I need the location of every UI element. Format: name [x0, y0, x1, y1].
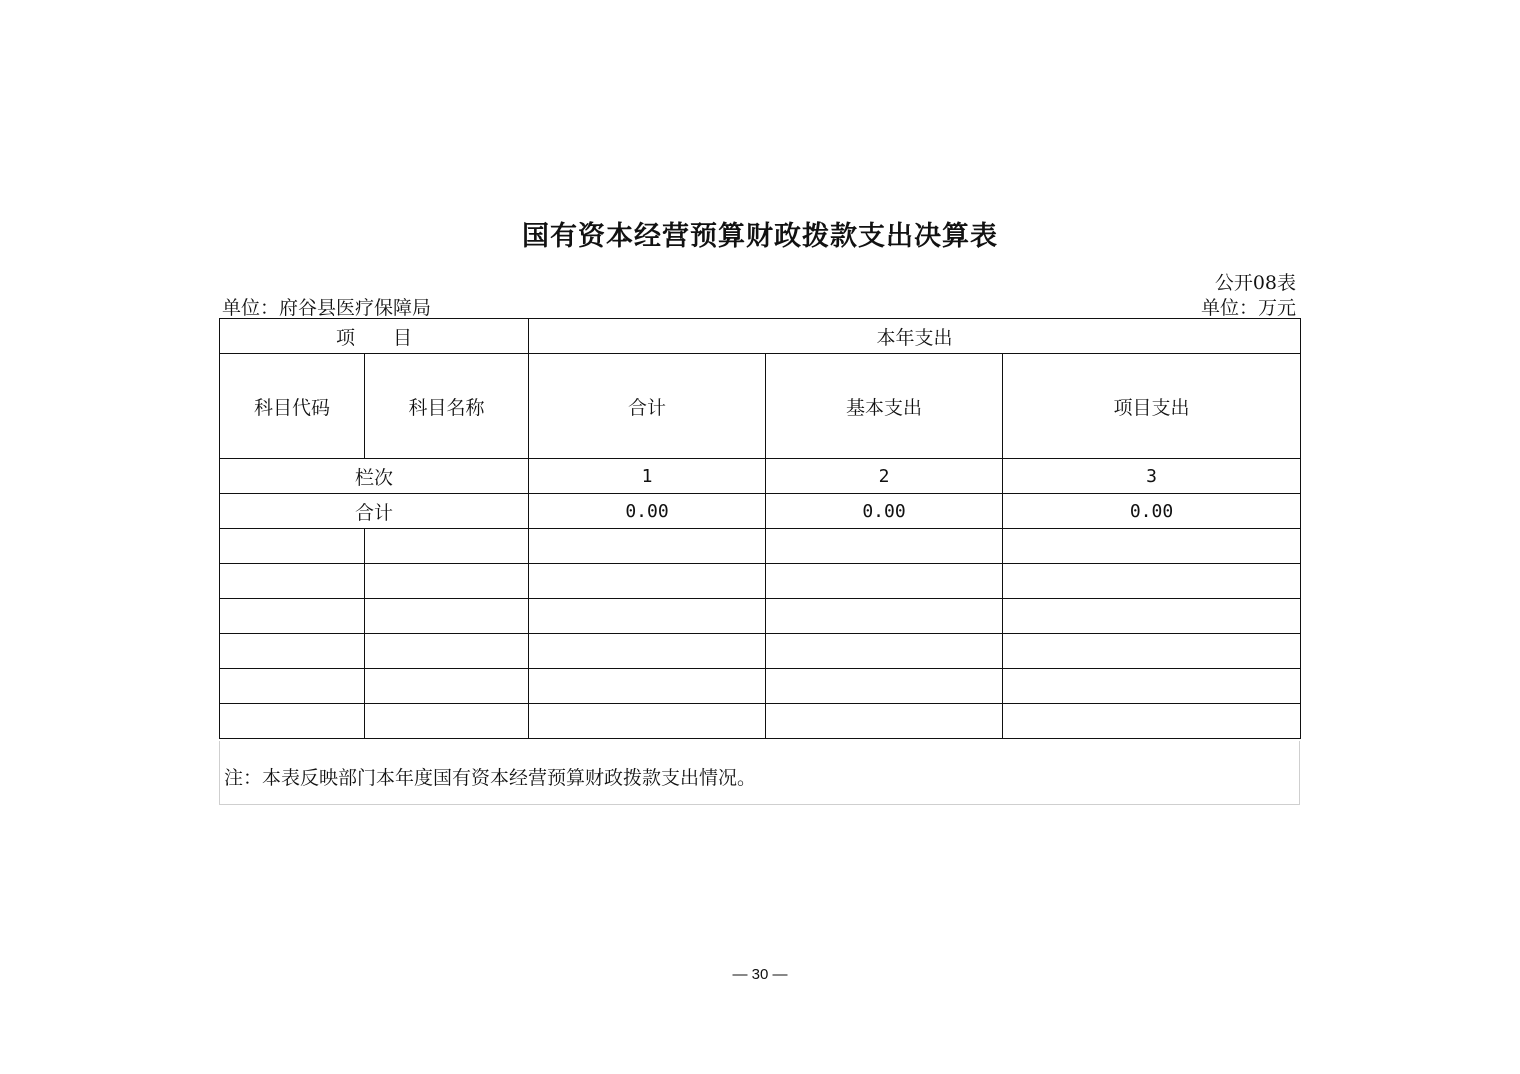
empty-cell	[766, 669, 1003, 704]
table-row	[220, 599, 1301, 634]
empty-cell	[1003, 599, 1301, 634]
unit-currency: 单位：万元	[1200, 297, 1296, 319]
index-row-label: 栏次	[220, 459, 529, 494]
table-row	[220, 529, 1301, 564]
empty-cell	[220, 529, 365, 564]
table-row	[220, 564, 1301, 599]
empty-cell	[529, 704, 766, 739]
table-row	[220, 669, 1301, 704]
col-code-header: 科目代码	[220, 354, 365, 459]
total-value-cell: 0.00	[529, 494, 766, 529]
empty-cell	[1003, 704, 1301, 739]
empty-cell	[766, 704, 1003, 739]
empty-cell	[1003, 564, 1301, 599]
index-cell: 3	[1003, 459, 1301, 494]
empty-cell	[1003, 669, 1301, 704]
empty-cell	[220, 634, 365, 669]
empty-cell	[365, 564, 529, 599]
empty-cell	[529, 599, 766, 634]
empty-cell	[220, 704, 365, 739]
empty-cell	[766, 564, 1003, 599]
empty-cell	[766, 599, 1003, 634]
header-row-2	[220, 354, 1301, 459]
total-value-cell: 0.00	[1003, 494, 1301, 529]
col-project-header: 项目支出	[1003, 354, 1301, 459]
empty-cell	[365, 634, 529, 669]
form-number: 公开08表	[1214, 272, 1296, 294]
header-current-year-cell: 本年支出	[529, 319, 1301, 354]
note-box	[219, 741, 1300, 805]
col-basic-header: 基本支出	[766, 354, 1003, 459]
total-row	[220, 494, 1301, 529]
empty-cell	[1003, 634, 1301, 669]
total-value-cell: 0.00	[766, 494, 1003, 529]
empty-cell	[365, 599, 529, 634]
col-total-header: 合计	[529, 354, 766, 459]
empty-cell	[365, 704, 529, 739]
col-name-header: 科目名称	[365, 354, 529, 459]
page-title: 国有资本经营预算财政拨款支出决算表	[522, 221, 998, 252]
empty-cell	[766, 529, 1003, 564]
empty-cell	[529, 564, 766, 599]
empty-cell	[365, 669, 529, 704]
empty-cell	[529, 634, 766, 669]
empty-rows	[220, 529, 1301, 739]
index-cell: 1	[529, 459, 766, 494]
page-number: — 30 —	[732, 966, 788, 983]
unit-organization: 单位：府谷县医疗保障局	[222, 297, 432, 319]
index-cell: 2	[766, 459, 1003, 494]
expenditure-table	[219, 318, 1301, 739]
empty-cell	[766, 634, 1003, 669]
note-text: 注：本表反映部门本年度国有资本经营预算财政拨款支出情况。	[224, 767, 757, 789]
empty-cell	[529, 669, 766, 704]
empty-cell	[220, 599, 365, 634]
total-row-label: 合计	[220, 494, 529, 529]
empty-cell	[365, 529, 529, 564]
empty-cell	[220, 669, 365, 704]
header-item-cell: 项 目	[220, 319, 529, 354]
index-row	[220, 459, 1301, 494]
empty-cell	[1003, 529, 1301, 564]
empty-cell	[220, 564, 365, 599]
header-row-1	[220, 319, 1301, 354]
empty-cell	[529, 529, 766, 564]
table-row	[220, 634, 1301, 669]
table-row	[220, 704, 1301, 739]
